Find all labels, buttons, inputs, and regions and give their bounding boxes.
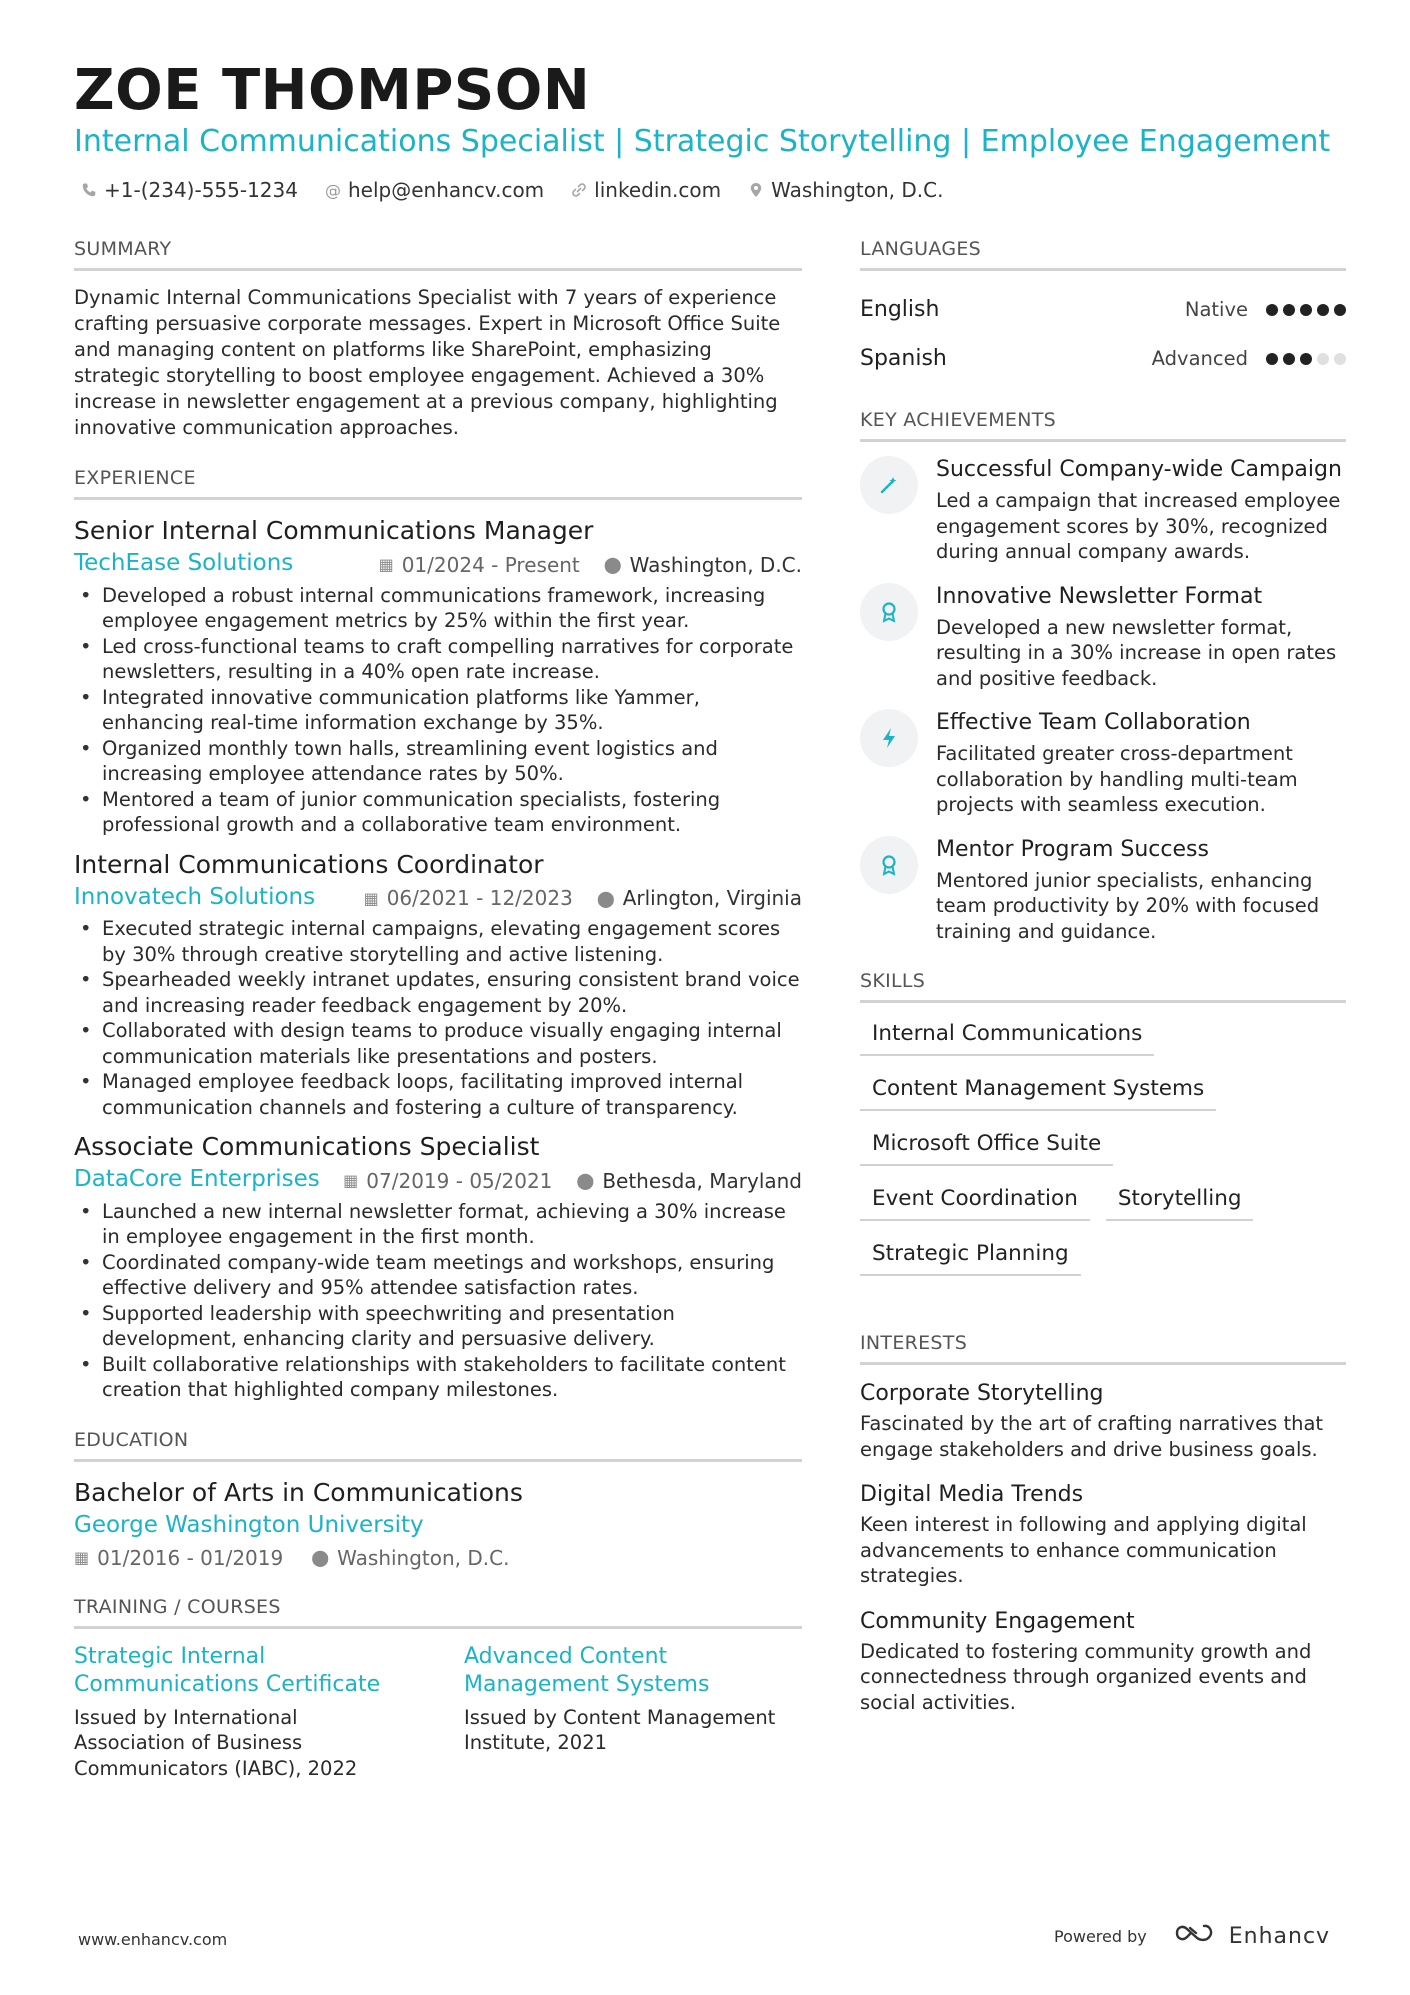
job-bullets [74,583,802,838]
achievement-title: Mentor Program Success [936,836,1209,862]
achievement-item [860,583,1346,692]
calendar-icon: ▦ [378,555,394,574]
candidate-name: ZOE THOMPSON [74,58,591,123]
job-dates-text: 06/2021 - 12/2023 [386,886,573,910]
skill-tag: Internal Communications [860,1017,1154,1056]
education-location [311,1546,509,1570]
school-name: George Washington University [74,1511,424,1538]
interest-title: Corporate Storytelling [860,1381,1104,1406]
contact-bar [80,178,943,202]
rating-dot [1266,304,1278,316]
job-location-text: Bethesda, Maryland [602,1168,802,1193]
skill-tag: Event Coordination [860,1182,1090,1221]
calendar-icon: ▦ [74,1548,90,1567]
education-meta [74,1546,802,1570]
infinity-logo-icon [1173,1922,1219,1950]
bullet-item: • Supported leadership with speechwriting and presentation development, enhancing clarity and persuasive delivery. [74,1301,802,1352]
footer-branding [1054,1922,1330,1950]
rating-dot [1334,304,1346,316]
interest-title: Digital Media Trends [860,1482,1084,1507]
bullet-item: • Led cross-functional teams to craft compelling narratives for corporate newsletters, resulting in a 40% open rate increase. [74,634,802,685]
calendar-icon: ▦ [363,888,379,908]
course-entry [464,1643,784,1782]
brand-logo[interactable] [1173,1922,1330,1950]
contact-linkedin[interactable] [570,178,721,202]
interests-section [860,1332,1346,1715]
summary-text: Dynamic Internal Communications Specialist with 7 years of experience crafting persuasive corporate messages. Expert in Microsoft Office Suite and managing content on platforms like SharePoint, emphasizing strategic storytelling to boost employee engagement. Achieved a 30% increase in newsletter engagement at a previous company, highlighting innovative communication approaches. [74,286,781,439]
rating-dot [1300,353,1312,365]
skills-list [860,1017,1346,1276]
award-ribbon-icon [860,583,918,641]
award-ribbon-icon [860,836,918,894]
location-pin-icon [747,182,765,198]
job-meta [74,884,802,911]
rating-dot [1283,353,1295,365]
language-row [860,285,1346,334]
interest-description: Keen interest in following and applying digital advancements to enhance communication strategies. [860,1513,1307,1587]
education-section [74,1429,802,1570]
job-dates-text: 01/2024 - Present [401,552,580,577]
language-level: Advanced [1151,347,1248,370]
job-location [597,886,802,910]
job-location [604,553,802,577]
bullet-item: • Collaborated with design teams to produce visually engaging internal communication materials like presentations and posters. [74,1018,802,1069]
interest-item [860,1379,1346,1462]
bullet-item: • Managed employee feedback loops, facilitating improved internal communication channels and fostering a culture of transparency. [74,1069,802,1120]
job-title: Internal Communications Coordinator [74,849,544,879]
languages-heading: LANGUAGES [860,238,1346,271]
job-title: Senior Internal Communications Manager [74,516,594,545]
contact-location [747,178,943,202]
bullet-item: • Integrated innovative communication platforms like Yammer, enhancing real-time information exchange by 35%. [74,685,802,736]
location-pin-icon: ⬤ [311,1548,330,1567]
achievement-title: Innovative Newsletter Format [936,583,1263,609]
job-location-text: Arlington, Virginia [622,886,802,910]
language-row [860,334,1346,383]
job-location [576,1169,802,1193]
calendar-icon: ▦ [343,1171,359,1190]
job-entry [74,848,802,1121]
job-dates-text: 07/2019 - 05/2021 [366,1168,553,1193]
interest-description: Fascinated by the art of crafting narratives that engage stakeholders and drive business goals. [860,1412,1324,1461]
education-location-text: Washington, D.C. [337,1545,510,1570]
right-column [860,238,1346,1741]
skills-heading: SKILLS [860,970,1346,1003]
rating-dot [1266,353,1278,365]
contact-phone[interactable] [80,178,298,202]
at-sign-icon: @ [324,180,341,200]
achievement-description: Mentored junior specialists, enhancing team productivity by 20% with focused training and guidance. [936,868,1320,943]
job-location-text: Washington, D.C. [629,552,802,577]
job-title: Associate Communications Specialist [74,1132,540,1161]
interest-item [860,1607,1346,1716]
skill-tag: Microsoft Office Suite [860,1127,1113,1166]
language-name: Spanish [860,346,947,371]
rating-dots [1266,304,1346,316]
interest-description: Dedicated to fostering community growth and connectedness through organized events and social activities. [860,1639,1312,1714]
phone-icon [80,182,98,198]
achievement-description: Led a campaign that increased employee engagement scores by 30%, recognized during annual company awards. [936,489,1341,563]
powered-by-text: Powered by [1054,1926,1147,1946]
rating-dot [1317,304,1329,316]
job-bullets [74,916,802,1120]
company-name: Innovatech Solutions [74,883,316,910]
summary-section [74,238,802,441]
interest-item [860,1480,1346,1589]
job-bullets [74,1199,802,1403]
footer-website[interactable]: www.enhancv.com [78,1930,228,1949]
course-description: Issued by Content Management Institute, 2021 [464,1705,776,1754]
achievement-item [860,709,1346,818]
achievement-item [860,456,1346,565]
training-section [74,1596,802,1782]
achievements-section [860,409,1346,944]
location-pin-icon: ⬤ [596,888,615,908]
location-text: Washington, D.C. [771,178,944,202]
education-dates-text: 01/2016 - 01/2019 [97,1545,284,1570]
skill-tag: Content Management Systems [860,1072,1216,1111]
headline: Internal Communications Specialist | Strategic Storytelling | Employee Engagement [74,124,1331,159]
interests-heading: INTERESTS [860,1332,1346,1365]
achievement-description: Facilitated greater cross-department collaboration by handling multi-team projects with seamless execution. [936,742,1298,816]
location-pin-icon: ⬤ [603,555,622,574]
bullet-item: • Launched a new internal newsletter format, achieving a 30% increase in employee engagement in the first month. [74,1199,802,1250]
company-name: DataCore Enterprises [74,1166,320,1192]
bullet-item: • Coordinated company-wide team meetings and workshops, ensuring effective delivery and 95% attendee satisfaction rates. [74,1250,802,1301]
experience-heading: EXPERIENCE [74,467,802,500]
company-name: TechEase Solutions [74,550,294,576]
language-name: English [860,297,940,322]
bullet-item: • Spearheaded weekly intranet updates, ensuring consistent brand voice and increasing reader feedback engagement by 20%. [74,967,802,1018]
skills-section [860,970,1346,1276]
course-title: Advanced Content Management Systems [464,1643,710,1697]
skill-tag: Strategic Planning [860,1237,1081,1276]
skill-tag: Storytelling [1106,1182,1254,1221]
job-meta [74,550,802,577]
job-dates [364,886,573,910]
education-dates [74,1546,283,1570]
rating-dot [1300,304,1312,316]
left-column [74,238,802,1807]
job-meta [74,1166,802,1193]
bullet-item: • Built collaborative relationships with stakeholders to facilitate content creation that highlighted company milestones. [74,1352,802,1403]
rating-dot [1334,353,1346,365]
bullet-item: • Executed strategic internal campaigns, elevating engagement scores by 30% through creative storytelling and active listening. [74,916,802,967]
course-description: Issued by International Association of Business Communicators (IABC), 2022 [74,1705,358,1780]
rating-dots [1266,353,1346,365]
achievements-heading: KEY ACHIEVEMENTS [860,409,1346,442]
location-pin-icon: ⬤ [576,1171,595,1190]
bullet-item: • Organized monthly town halls, streamlining event logistics and increasing employee attendance rates by 50%. [74,736,802,787]
course-title: Strategic Internal Communications Certificate [74,1643,381,1697]
rating-dot [1283,304,1295,316]
training-heading: TRAINING / COURSES [74,1596,802,1629]
brand-name: Enhancv [1228,1923,1331,1949]
interest-title: Community Engagement [860,1608,1135,1634]
achievement-title: Successful Company-wide Campaign [936,457,1342,482]
language-level: Native [1184,298,1248,321]
magic-wand-icon [860,456,918,514]
email-text: help@enhancv.com [347,178,545,202]
bullet-item: • Developed a robust internal communications framework, increasing employee engagement metrics by 25% within the first year. [74,583,802,634]
lightning-bolt-icon [860,709,918,767]
phone-text: +1-(234)-555-1234 [104,178,298,202]
summary-heading: SUMMARY [74,238,802,271]
achievement-item [860,836,1346,945]
achievement-description: Developed a new newsletter format, resulting in a 30% increase in open rates and positive feedback. [936,615,1337,690]
rating-dot [1317,353,1329,365]
job-dates [343,1169,552,1193]
job-entry [74,1130,802,1403]
linkedin-text: linkedin.com [594,178,722,202]
course-entry [74,1643,394,1782]
experience-section [74,467,802,1403]
contact-email[interactable] [324,178,544,202]
languages-section [860,238,1346,383]
bullet-item: • Mentored a team of junior communication specialists, fostering professional growth and a collaborative team environment. [74,787,802,838]
job-entry [74,514,802,838]
link-icon [570,182,588,198]
education-heading: EDUCATION [74,1429,802,1462]
degree: Bachelor of Arts in Communications [74,1477,523,1507]
achievement-title: Effective Team Collaboration [936,710,1251,735]
job-dates [379,553,580,577]
